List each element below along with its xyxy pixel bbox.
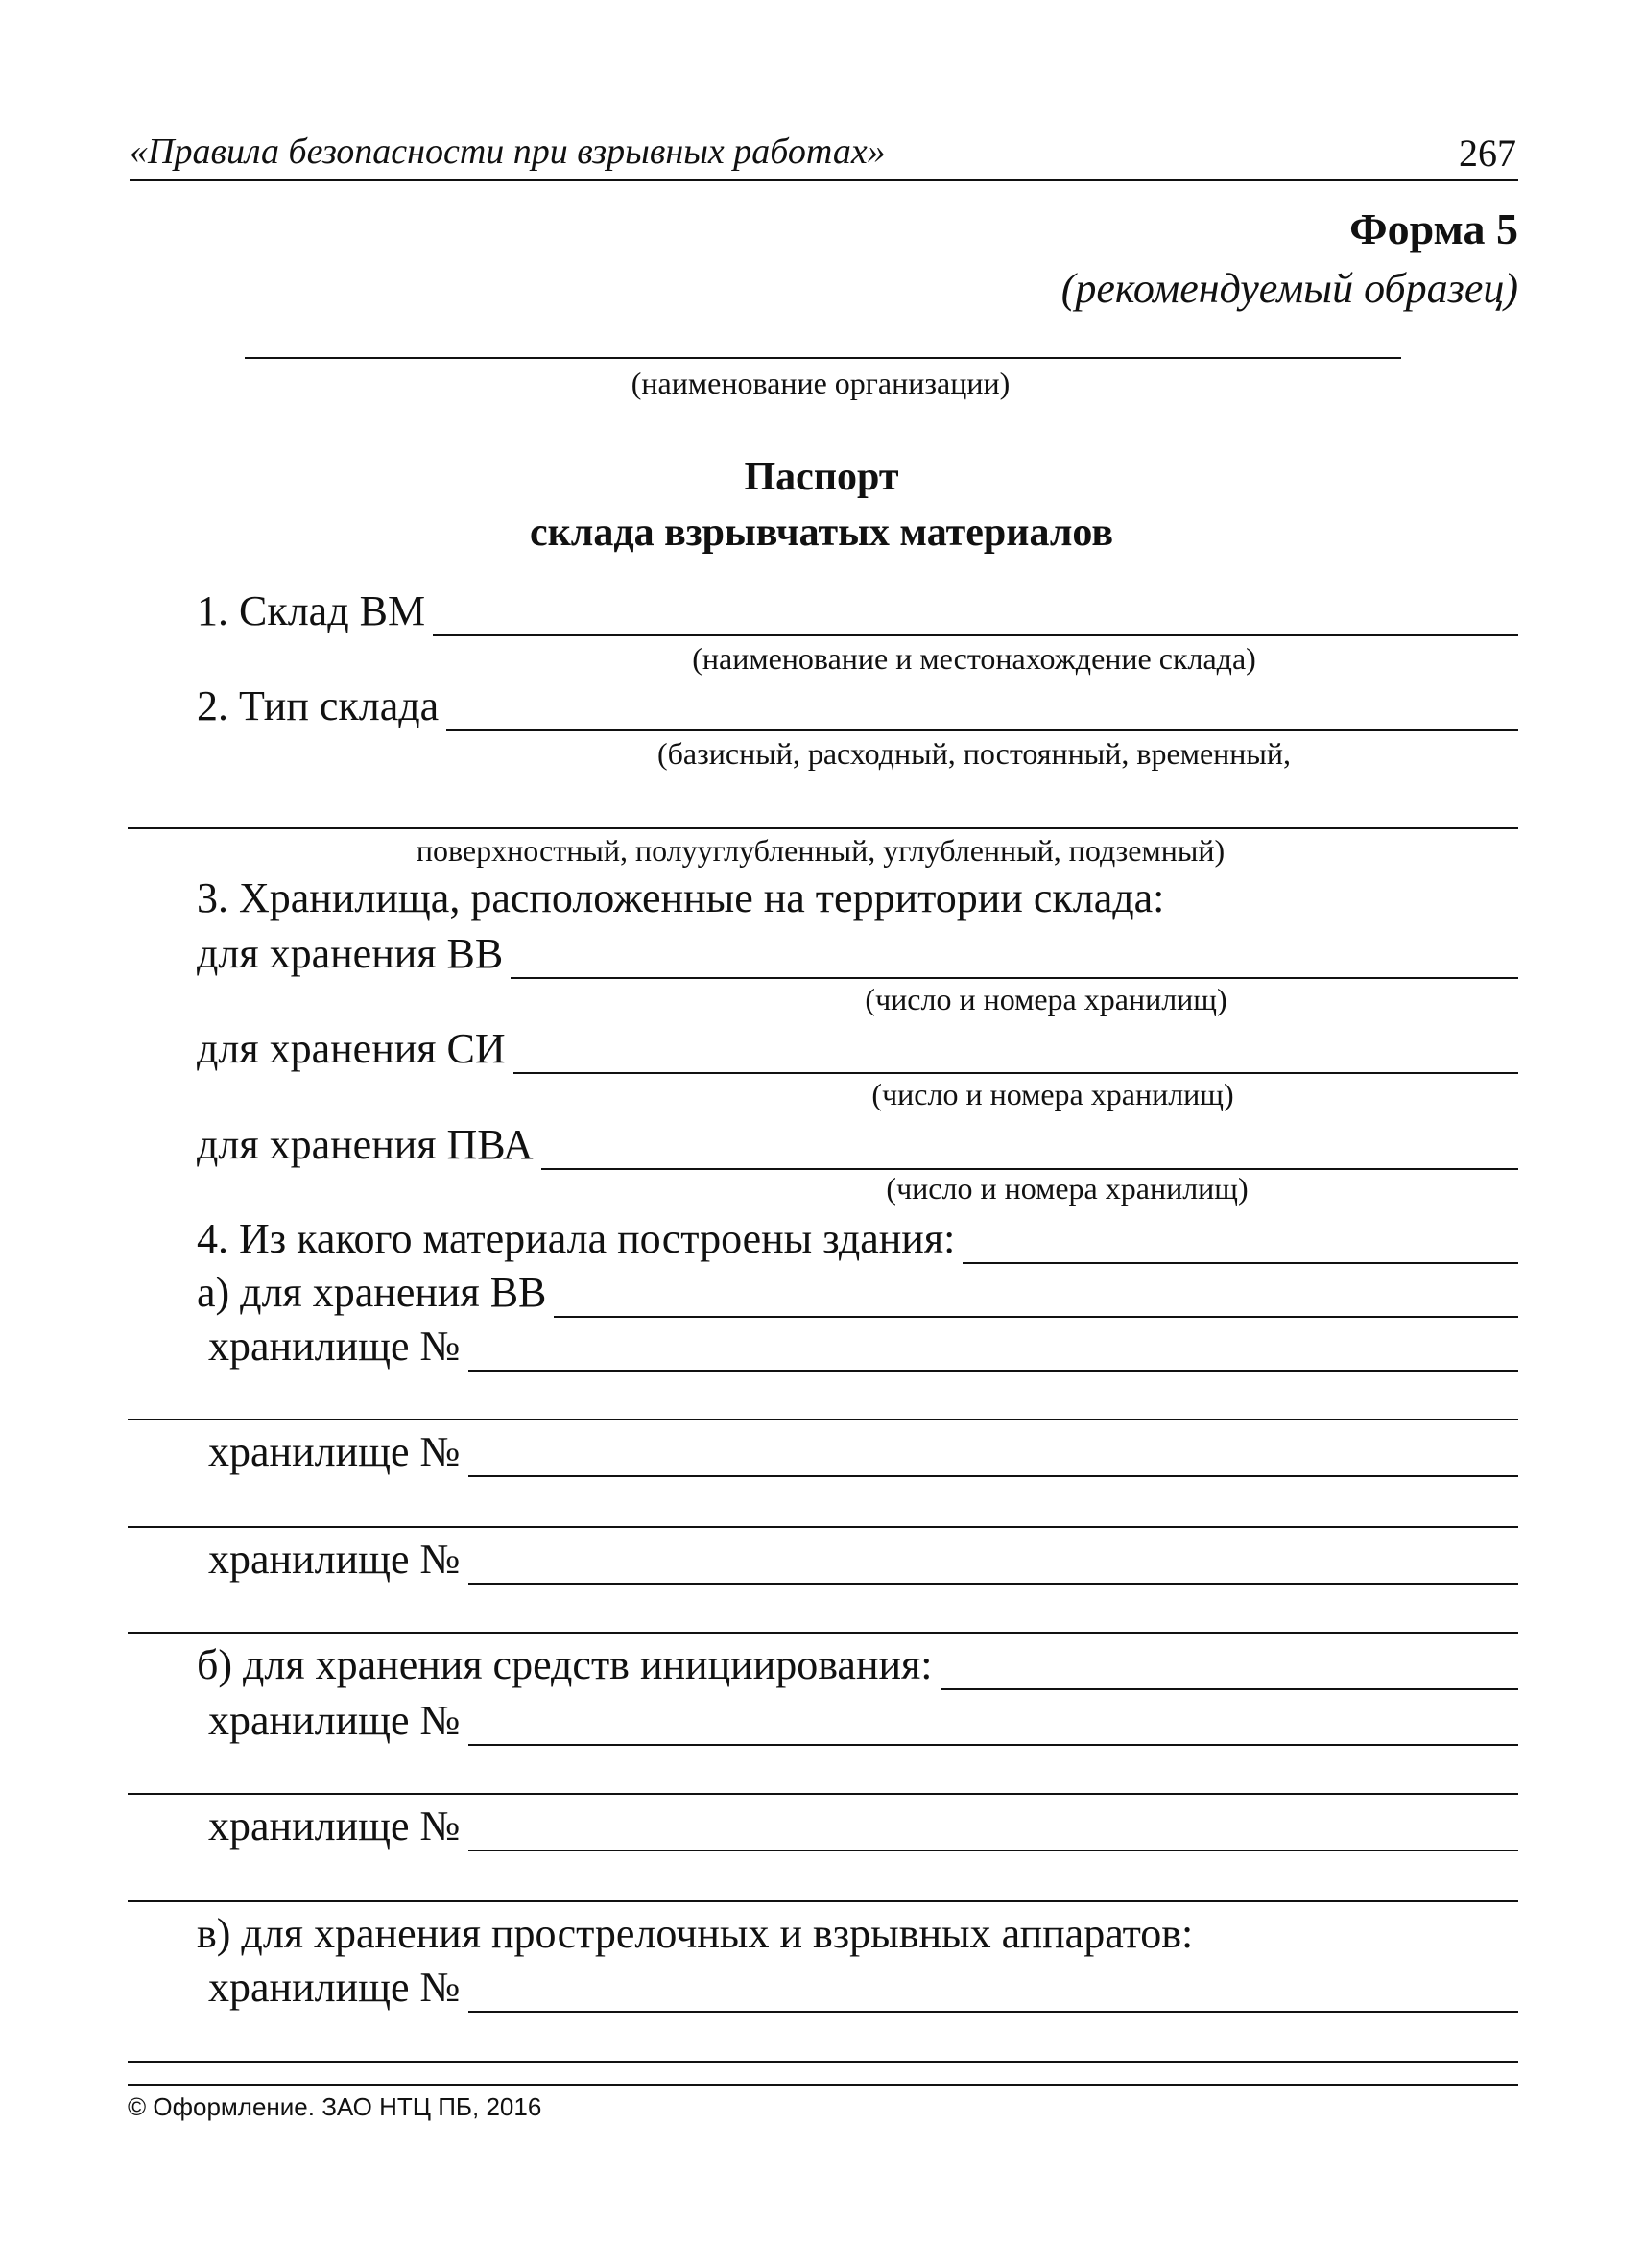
item1-label: 1. Склад ВМ [197, 587, 426, 634]
item4-row [197, 1210, 1518, 1264]
pva-storage-row-1 [208, 1959, 1518, 2013]
storage-no-label: хранилище № [208, 1323, 461, 1370]
form-label: Форма 5 [1349, 204, 1518, 253]
item4v-label: в) для хранения прострелочных и взрывных аппаратов: [197, 1910, 1194, 1957]
item4b-row [197, 1636, 1518, 1690]
document-title: Паспорт [744, 455, 899, 499]
warehouse-type-field[interactable] [446, 728, 1518, 731]
item2-row [197, 678, 1518, 731]
page-number: 267 [1459, 131, 1516, 175]
warehouse-type-field-line2[interactable] [128, 827, 1518, 829]
item3-pva-row [197, 1116, 1518, 1170]
organization-name-field[interactable] [245, 357, 1401, 359]
storage-no-label: хранилище № [208, 1428, 461, 1475]
vv-storage-3-field-line2[interactable] [128, 1632, 1518, 1634]
storage-no-label: хранилище № [208, 1802, 461, 1850]
vv-storage-2-field[interactable] [468, 1474, 1518, 1477]
item1-row [197, 583, 1518, 636]
item3-heading: 3. Хранилища, расположенные на территории склада: [197, 874, 1165, 921]
item3-heading-row [197, 870, 1518, 923]
vv-storage-3-field[interactable] [468, 1582, 1518, 1585]
pva-storage-1-field[interactable] [468, 2010, 1518, 2013]
si-storage-1-field-line2[interactable] [128, 1793, 1518, 1795]
storage-no-label: хранилище № [208, 1964, 461, 2011]
storage-no-label: хранилище № [208, 1536, 461, 1583]
si-storages-field[interactable] [513, 1071, 1518, 1074]
item2-label: 2. Тип склада [197, 682, 440, 729]
item3-vv-label: для хранения ВВ [197, 930, 504, 977]
pva-storages-caption: (число и номера хранилищ) [886, 1171, 1249, 1206]
vv-storages-field[interactable] [511, 976, 1518, 979]
item4a-row [197, 1264, 1518, 1318]
si-storage-row-1 [208, 1692, 1518, 1746]
running-title: «Правила безопасности при взрывных работах» [130, 131, 886, 172]
vv-storage-row-2 [208, 1423, 1518, 1477]
vv-storage-row-1 [208, 1318, 1518, 1372]
document-subtitle: склада взрывчатых материалов [529, 511, 1114, 555]
item3-vv-row [197, 925, 1518, 979]
item4v-row [197, 1905, 1518, 1959]
si-storage-1-field[interactable] [468, 1743, 1518, 1746]
pva-storages-field[interactable] [541, 1167, 1518, 1170]
vv-storage-row-3 [208, 1531, 1518, 1585]
footer-rule [128, 2084, 1518, 2086]
item3-si-label: для хранения СИ [197, 1025, 506, 1072]
vv-storage-1-field[interactable] [468, 1369, 1518, 1372]
copyright-note: © Оформление. ЗАО НТЦ ПБ, 2016 [128, 2092, 542, 2121]
item2-caption-2: поверхностный, полууглубленный, углубленный, подземный) [416, 833, 1226, 868]
vv-storages-caption: (число и номера хранилищ) [865, 982, 1227, 1016]
vv-storage-1-field-line2[interactable] [128, 1419, 1518, 1420]
pva-storage-1-field-line2[interactable] [128, 2061, 1518, 2063]
item4a-label: а) для хранения ВВ [197, 1269, 547, 1316]
storage-no-label: хранилище № [208, 1697, 461, 1744]
item3-si-row [197, 1020, 1518, 1074]
item4-label: 4. Из какого материала построены здания: [197, 1215, 956, 1262]
form-sublabel: (рекомендуемый образец) [1060, 265, 1518, 312]
si-storage-row-2 [208, 1798, 1518, 1851]
item1-caption: (наименование и местонахождение склада) [692, 641, 1256, 676]
item3-pva-label: для хранения ПВА [197, 1121, 534, 1168]
organization-caption: (наименование организации) [631, 366, 1011, 400]
si-storages-caption: (число и номера хранилищ) [871, 1077, 1234, 1111]
si-storage-2-field-line2[interactable] [128, 1900, 1518, 1902]
warehouse-name-field[interactable] [433, 633, 1518, 636]
vv-storage-2-field-line2[interactable] [128, 1526, 1518, 1528]
item2-caption-1: (базисный, расходный, постоянный, временный, [656, 736, 1292, 771]
item4b-label: б) для хранения средств инициирования: [197, 1641, 933, 1688]
si-storage-2-field[interactable] [468, 1849, 1518, 1851]
initiation-material-field[interactable] [941, 1687, 1518, 1690]
header-rule [130, 179, 1518, 181]
